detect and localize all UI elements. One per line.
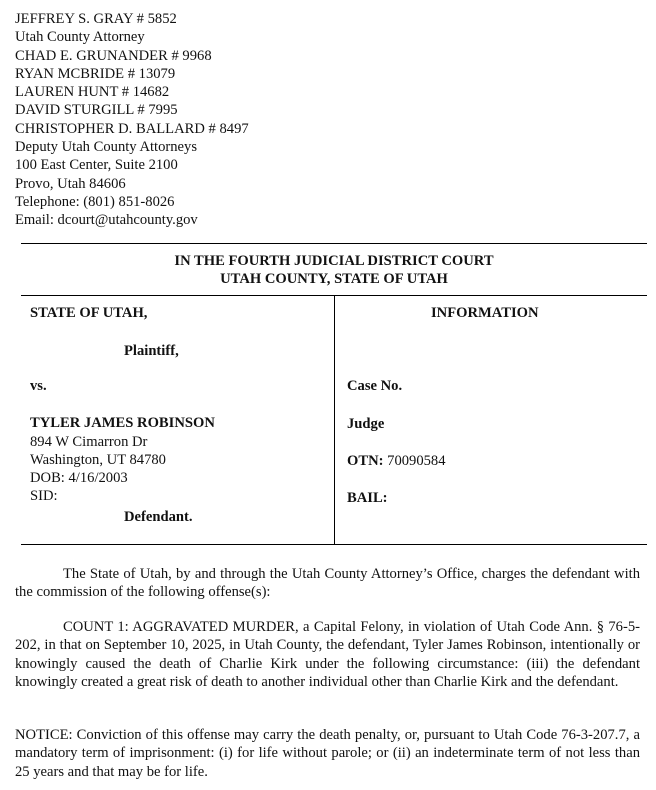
defendant-sid: SID:	[30, 488, 58, 504]
court-county: UTAH COUNTY, STATE OF UTAH	[220, 271, 448, 287]
attorney-line: CHRISTOPHER D. BALLARD # 8497	[15, 120, 249, 137]
otn-value: 70090584	[387, 453, 446, 469]
judge-label: Judge	[347, 416, 385, 432]
attorney-line: JEFFREY S. GRAY # 5852	[15, 11, 177, 27]
attorney-line: 100 East Center, Suite 2100	[15, 157, 178, 174]
attorney-line: DAVID STURGILL # 7995	[15, 102, 178, 119]
attorney-line: CHAD E. GRUNANDER # 9968	[15, 47, 212, 64]
attorney-line: RYAN MCBRIDE # 13079	[15, 65, 176, 82]
defendant-label: Defendant.	[124, 509, 193, 525]
caption-vertical-divider	[334, 295, 335, 545]
defendant-address-street: 894 W Cimarron Dr	[30, 434, 148, 450]
attorney-line: Utah County Attorney	[15, 29, 145, 46]
otn-field	[347, 453, 446, 470]
defendant-name: TYLER JAMES ROBINSON	[30, 415, 215, 431]
otn-label: OTN:	[347, 453, 384, 469]
notice-paragraph: NOTICE: Conviction of this offense may carry the death penalty, or, pursuant to Utah Code 76-3-207.7, a mandatory term of imprisonment: (i) for life without parole; or (ii) an indeterminate term of not less than 25 years and that may be for life.	[15, 727, 640, 780]
attorney-email: Email: dcourt@utahcounty.gov	[15, 212, 198, 229]
attorney-line: Deputy Utah County Attorneys	[15, 139, 198, 156]
court-divider-top	[21, 243, 647, 244]
document-title: INFORMATION	[431, 305, 539, 321]
court-name: IN THE FOURTH JUDICIAL DISTRICT COURT	[174, 253, 494, 269]
attorney-line: Provo, Utah 84606	[15, 175, 126, 192]
bail-label: BAIL:	[347, 490, 388, 506]
count-1-paragraph: COUNT 1: AGGRAVATED MURDER, a Capital Felony, in violation of Utah Code Ann. § 76-5-202, in that on September 10, 2025, in Utah County, the defendant, Tyler James Robinson, intentionally or knowingly caused the death of Charlie Kirk under the following circumstance: (iii) the defendant knowingly created a great risk of death to another individual other than Charlie Kirk and the defendant.	[15, 619, 640, 690]
court-title	[21, 252, 647, 288]
plaintiff-label: Plaintiff,	[124, 343, 179, 359]
attorney-line: Telephone: (801) 851-8026	[15, 193, 175, 210]
attorney-line: LAUREN HUNT # 14682	[15, 84, 170, 101]
caption-divider-bottom	[21, 544, 647, 545]
versus: vs.	[30, 378, 47, 394]
defendant-address-city: Washington, UT 84780	[30, 452, 166, 468]
plaintiff-name: STATE OF UTAH,	[30, 305, 148, 321]
case-no-label: Case No.	[347, 378, 403, 394]
defendant-dob: DOB: 4/16/2003	[30, 470, 128, 486]
attorney-block	[15, 10, 249, 230]
intro-paragraph: The State of Utah, by and through the Utah County Attorney’s Office, charges the defendant with the commission of the following offense(s):	[15, 566, 640, 601]
